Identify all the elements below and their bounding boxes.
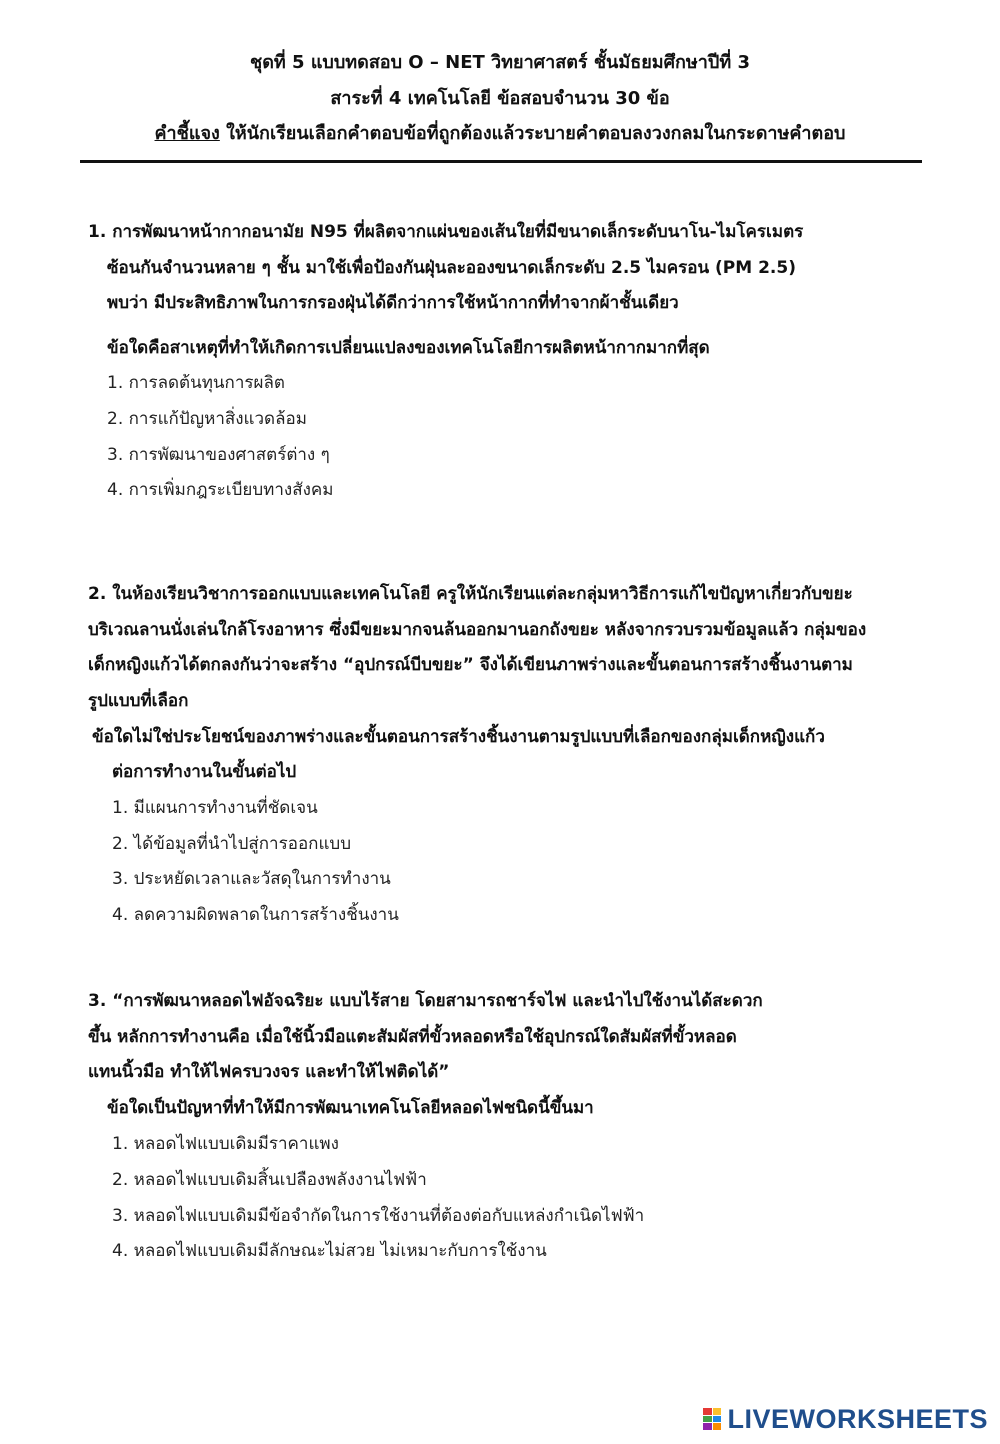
question-3-option-4[interactable]: 4. หลอดไฟแบบเดิมมีลักษณะไม่สวย ไม่เหมาะกับการใช้งาน <box>112 1241 547 1261</box>
header-subtitle: สาระที่ 4 เทคโนโลยี ข้อสอบจำนวน 30 ข้อ <box>330 88 670 109</box>
logo-tile <box>713 1423 722 1430</box>
instruction-label: คำชี้แจง <box>154 123 220 144</box>
liveworksheets-logo-icon <box>703 1408 721 1430</box>
question-1-option-2[interactable]: 2. การแก้ปัญหาสิ่งแวดล้อม <box>107 409 307 429</box>
question-3-stem-line: 3. “การพัฒนาหลอดไฟอัจฉริยะ แบบไร้สาย โดยสามารถชาร์จไฟ และนำไปใช้งานได้สะดวก <box>88 991 763 1011</box>
question-3-stem-line: ขึ้น หลักการทำงานคือ เมื่อใช้นิ้วมือแตะสัมผัสที่ขั้วหลอดหรือใช้อุปกรณ์ใดสัมผัสที่ขั้วหลอด <box>88 1027 737 1047</box>
question-1-option-1[interactable]: 1. การลดต้นทุนการผลิต <box>107 373 285 393</box>
question-1-option-3[interactable]: 3. การพัฒนาของศาสตร์ต่าง ๆ <box>107 445 330 465</box>
question-2-prompt: ต่อการทำงานในขั้นต่อไป <box>112 762 297 782</box>
header-title: ชุดที่ 5 แบบทดสอบ O – NET วิทยาศาสตร์ ชั้นมัธยมศึกษาปีที่ 3 <box>249 52 750 73</box>
logo-tile <box>713 1408 722 1415</box>
question-2-option-3[interactable]: 3. ประหยัดเวลาและวัสดุในการทำงาน <box>112 869 391 889</box>
question-2-stem-line: บริเวณลานนั่งเล่นใกล้โรงอาหาร ซึ่งมีขยะมากจนล้นออกมานอกถังขยะ หลังจากรวบรวมข้อมูลแล้ว กลุ่มของ <box>88 620 867 640</box>
question-1-stem-line: ซ้อนกันจำนวนหลาย ๆ ชั้น มาใช้เพื่อป้องกันฝุ่นละอองขนาดเล็กระดับ 2.5 ไมครอน (PM 2.5) <box>107 258 796 278</box>
question-2-stem-line: เด็กหญิงแก้วได้ตกลงกันว่าจะสร้าง “อุปกรณ์บีบขยะ” จึงได้เขียนภาพร่างและขั้นตอนการสร้างชิ้นงานตาม <box>88 655 853 675</box>
header-instruction <box>0 121 1000 147</box>
question-2-prompt: ข้อใดไม่ใช่ประโยชน์ของภาพร่างและขั้นตอนการสร้างชิ้นงานตามรูปแบบที่เลือกของกลุ่มเด็กหญิงแก้ว <box>92 727 825 747</box>
logo-tile <box>713 1416 722 1423</box>
question-1-option-4[interactable]: 4. การเพิ่มกฎระเบียบทางสังคม <box>107 480 334 500</box>
question-3-prompt: ข้อใดเป็นปัญหาที่ทำให้มีการพัฒนาเทคโนโลยีหลอดไฟชนิดนี้ขึ้นมา <box>107 1098 594 1118</box>
question-1-prompt: ข้อใดคือสาเหตุที่ทำให้เกิดการเปลี่ยนแปลงของเทคโนโลยีการผลิตหน้ากากมากที่สุด <box>107 338 710 358</box>
question-1-stem-line: พบว่า มีประสิทธิภาพในการกรองฝุ่นได้ดีกว่าการใช้หน้ากากที่ทำจากผ้าชั้นเดียว <box>107 293 679 313</box>
question-2-option-2[interactable]: 2. ได้ข้อมูลที่นำไปสู่การออกแบบ <box>112 834 351 854</box>
liveworksheets-wordmark: LIVEWORKSHEETS <box>727 1403 988 1434</box>
liveworksheets-watermark <box>703 1404 988 1434</box>
question-3-option-2[interactable]: 2. หลอดไฟแบบเดิมสิ้นเปลืองพลังงานไฟฟ้า <box>112 1170 427 1190</box>
question-2-option-1[interactable]: 1. มีแผนการทำงานที่ชัดเจน <box>112 798 318 818</box>
question-2-option-4[interactable]: 4. ลดความผิดพลาดในการสร้างชิ้นงาน <box>112 905 399 925</box>
logo-tile <box>703 1423 712 1430</box>
question-1-stem-line: 1. การพัฒนาหน้ากากอนามัย N95 ที่ผลิตจากแผ่นของเส้นใยที่มีขนาดเล็กระดับนาโน-ไมโครเมตร <box>88 222 804 242</box>
logo-tile <box>703 1416 712 1423</box>
logo-tile <box>703 1408 712 1415</box>
question-3-option-1[interactable]: 1. หลอดไฟแบบเดิมมีราคาแพง <box>112 1134 339 1154</box>
question-2-stem-line: 2. ในห้องเรียนวิชาการออกแบบและเทคโนโลยี ครูให้นักเรียนแต่ละกลุ่มหาวิธีการแก้ไขปัญหาเกี่ยวกับขยะ <box>88 584 853 604</box>
header-divider <box>80 160 922 163</box>
question-3-option-3[interactable]: 3. หลอดไฟแบบเดิมมีข้อจำกัดในการใช้งานที่ต้องต่อกับแหล่งกำเนิดไฟฟ้า <box>112 1206 645 1226</box>
instruction-text: ให้นักเรียนเลือกคำตอบข้อที่ถูกต้องแล้วระบายคำตอบลงวงกลมในกระดาษคำตอบ <box>219 123 846 144</box>
question-2-stem-line: รูปแบบที่เลือก <box>88 691 189 711</box>
question-3-stem-line: แทนนิ้วมือ ทำให้ไฟครบวงจร และทำให้ไฟติดได้” <box>88 1062 450 1082</box>
